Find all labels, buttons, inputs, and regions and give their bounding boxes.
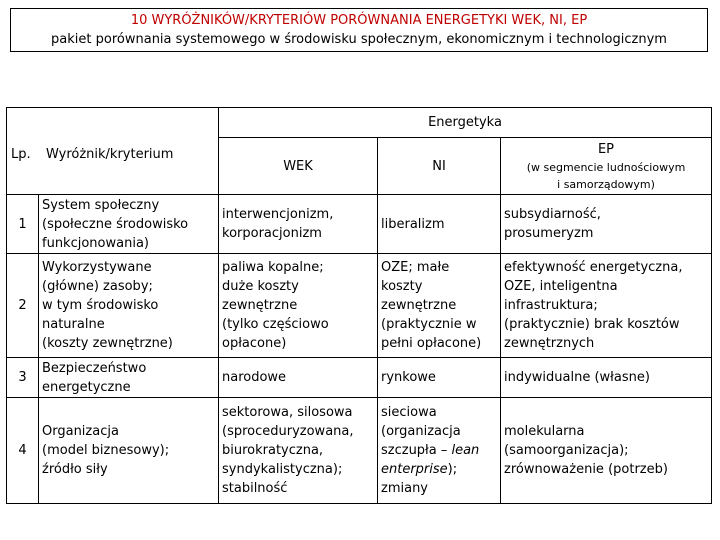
row-ni: rynkowe (378, 358, 501, 398)
row-number: 1 (7, 195, 39, 254)
header-lp: Lp. (11, 147, 31, 162)
comparison-table (6, 107, 712, 504)
row-criterion: System społeczny (społeczne środowisko funkcjonowania) (39, 195, 219, 254)
header-ni: NI (378, 138, 501, 195)
table-row (7, 358, 712, 398)
row-criterion: Bezpieczeństwo energetyczne (39, 358, 219, 398)
row-wek: narodowe (219, 358, 378, 398)
header-criterion: Wyróżnik/kryterium (46, 147, 174, 162)
table-row (7, 254, 712, 358)
row-ep: indywidualne (własne) (501, 358, 712, 398)
row-criterion: Organizacja (model biznesowy); źródło siły (39, 398, 219, 504)
row-ep: subsydiarność, prosumeryzm (501, 195, 712, 254)
table-row (7, 195, 712, 254)
header-row-top (7, 108, 712, 138)
page-title: 10 WYRÓŻNIKÓW/KRYTERIÓW PORÓWNANIA ENERGETYKI WEK, NI, EP (130, 13, 588, 28)
row-ni-lean: lean (451, 443, 480, 458)
row-ni-enterprise: enterprise (381, 462, 448, 477)
table-row (7, 398, 712, 504)
row-number: 4 (7, 398, 39, 504)
header-ep (501, 138, 712, 195)
row-ep: molekularna (samoorganizacja); zrównoważenie (potrzeb) (501, 398, 712, 504)
row-criterion: Wykorzystywane (główne) zasoby; w tym środowisko naturalne (koszty zewnętrzne) (39, 254, 219, 358)
header-energetyka: Energetyka (219, 108, 712, 138)
row-ni (378, 398, 501, 504)
row-wek: paliwa kopalne; duże koszty zewnętrzne (tylko częściowo opłacone) (219, 254, 378, 358)
page-subtitle: pakiet porównania systemowego w środowisku społecznym, ekonomicznym i technologicznym (51, 32, 667, 47)
row-number: 2 (7, 254, 39, 358)
header-ep-sub: (w segmencie ludnościowym i samorządowym) (526, 160, 686, 191)
title-box (10, 8, 708, 52)
row-ep: efektywność energetyczna, OZE, inteligentna infrastruktura; (praktycznie) brak kosztów zewnętrznych (501, 254, 712, 358)
row-wek: interwencjonizm, korporacjonizm (219, 195, 378, 254)
row-ni-text-a: sieciowa (organizacja szczupła – (381, 405, 461, 458)
header-ep-label: EP (597, 141, 615, 157)
row-ni: OZE; małe koszty zewnętrzne (praktycznie w pełni opłacone) (378, 254, 501, 358)
row-number: 3 (7, 358, 39, 398)
row-ni-text-b: ); zmiany (381, 462, 458, 496)
row-wek: sektorowa, silosowa (sproceduryzowana, biurokratyczna, syndykalistyczna); stabilność (219, 398, 378, 504)
row-ni: liberalizm (378, 195, 501, 254)
header-wek: WEK (219, 138, 378, 195)
